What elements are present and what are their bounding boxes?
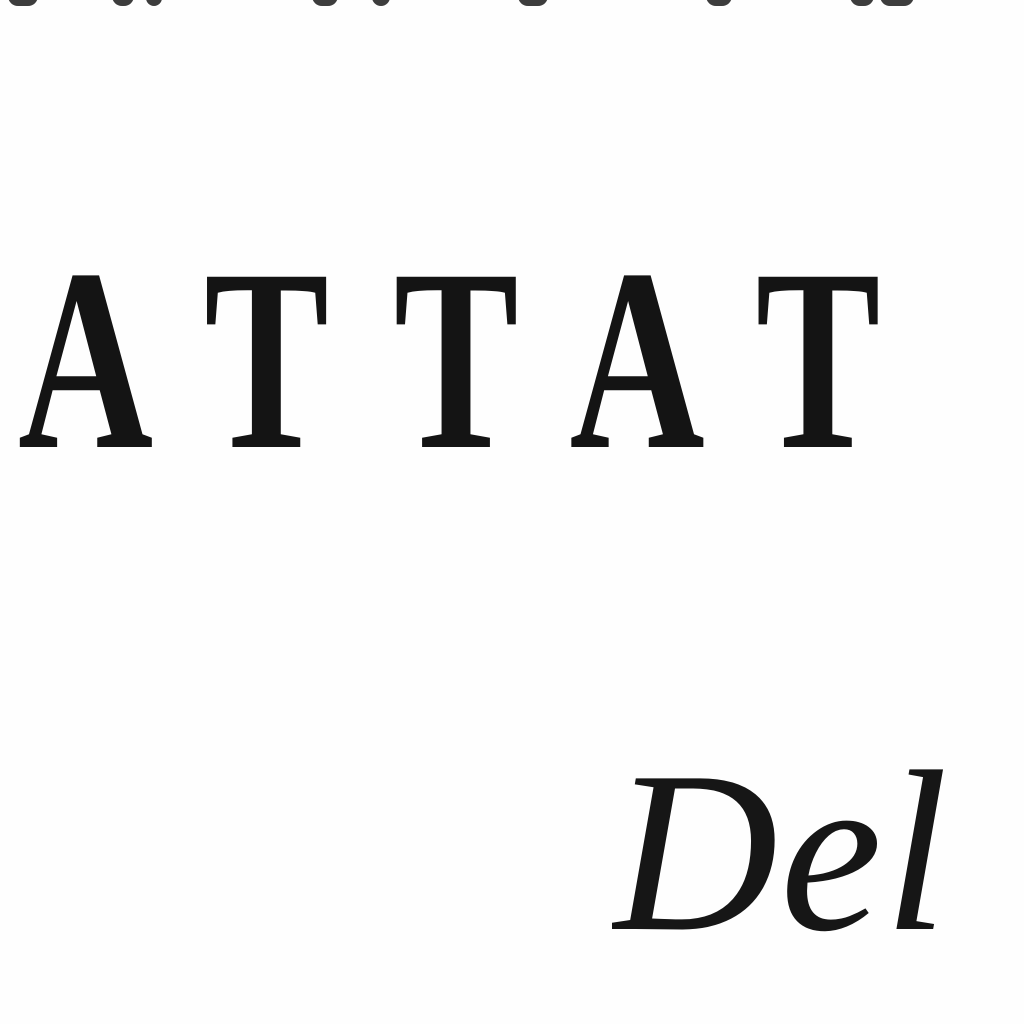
subheading-block: [612, 752, 1024, 962]
heading-line: [0, 255, 1024, 465]
cropped-line-fragments: [0, 0, 1024, 10]
spaced-capital-heading: ATTAT: [18, 255, 946, 465]
italic-subheading: Del: [612, 752, 951, 962]
